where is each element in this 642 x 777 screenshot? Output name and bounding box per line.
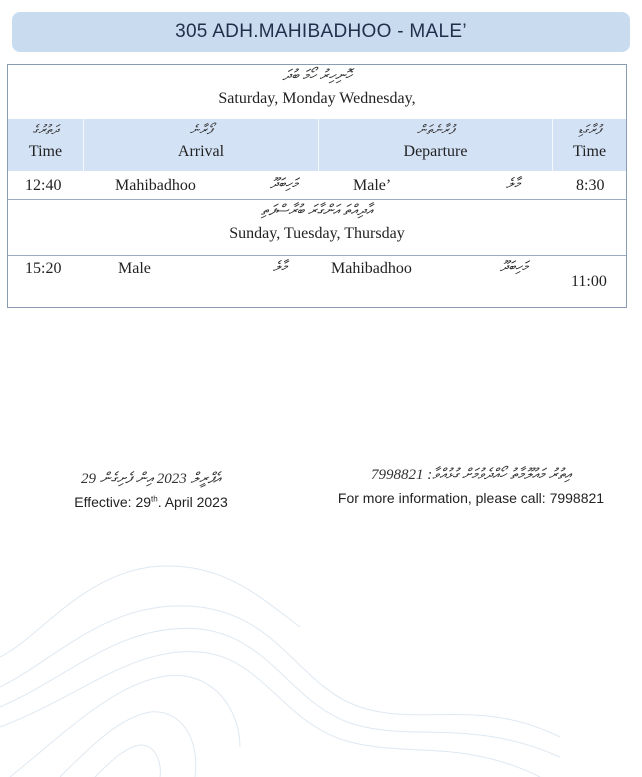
header-arrival-dhivehi: ފޯރާނެ [189,122,213,137]
arrival-time: 15:20 [25,260,62,277]
header-departure-dhivehi: ފުރާނެތަން [416,122,455,137]
route-title: 305 ADH.MAHIBADHOO - MALE’ [175,21,467,42]
arrival-place: Male [118,260,151,277]
schedule-table [7,64,627,308]
arrival-time: 12:40 [25,177,62,194]
effective-date-dhivehi: 29 އެޕްރީލް 2023 އިން ފެށިގެން [81,471,221,487]
header-arrival [84,119,318,171]
header-time-dhivehi: ދަތުރުގެ [32,122,59,137]
arrival-place-dhivehi: މަހިބަދޫ [270,177,298,192]
row-divider [8,255,626,256]
departure-place-dhivehi: މާލެ [506,177,520,192]
departure-place: Male’ [353,177,392,194]
header-arrival-english: Arrival [177,143,225,160]
header-departure [319,119,552,171]
departure-time: 8:30 [576,177,605,194]
contact-info [326,466,616,506]
days-dhivehi: އާދިއްތަ އަންގާރަ ބުރާސްފަތި [261,203,373,219]
effective-date-english [56,494,246,510]
effective-prefix: Effective: 29 [74,494,152,510]
days-dhivehi: ހޮނިހިރު ހޯމަ ބުދަ [282,68,352,84]
contact-info-dhivehi: 7998821 :އިތުރު މައުލޫމާތު ހޯއްދެވުމަށް ގުޅުއްވާ [370,467,572,483]
days-english: Sunday, Tuesday, Thursday [229,225,405,242]
effective-sup: th [151,494,158,504]
header-arrival-time [8,119,83,171]
effective-suffix: . April 2023 [157,494,228,510]
arrival-place-dhivehi: މާލެ [273,260,287,275]
row-divider [8,199,626,200]
header-departure-time [553,119,626,171]
departure-place: Mahibadhoo [331,260,412,277]
days-group-2 [8,202,626,243]
arrival-place: Mahibadhoo [115,177,196,194]
contact-info-english: For more information, please call: 7998821 [337,490,605,506]
header-time2-dhivehi: ފުރާގަޑި [578,122,601,137]
table-header [8,119,626,171]
effective-date [56,470,246,510]
days-english: Saturday, Monday Wednesday, [218,90,416,107]
header-departure-english: Departure [403,143,468,160]
departure-time: 11:00 [571,273,607,290]
header-time-english: Time [28,143,63,160]
route-title-bar [12,12,630,52]
background-contour-pattern [0,537,642,777]
days-group-1 [8,67,626,108]
header-time2-english: Time [572,143,607,160]
departure-place-dhivehi: މަހިބަދޫ [500,260,528,275]
